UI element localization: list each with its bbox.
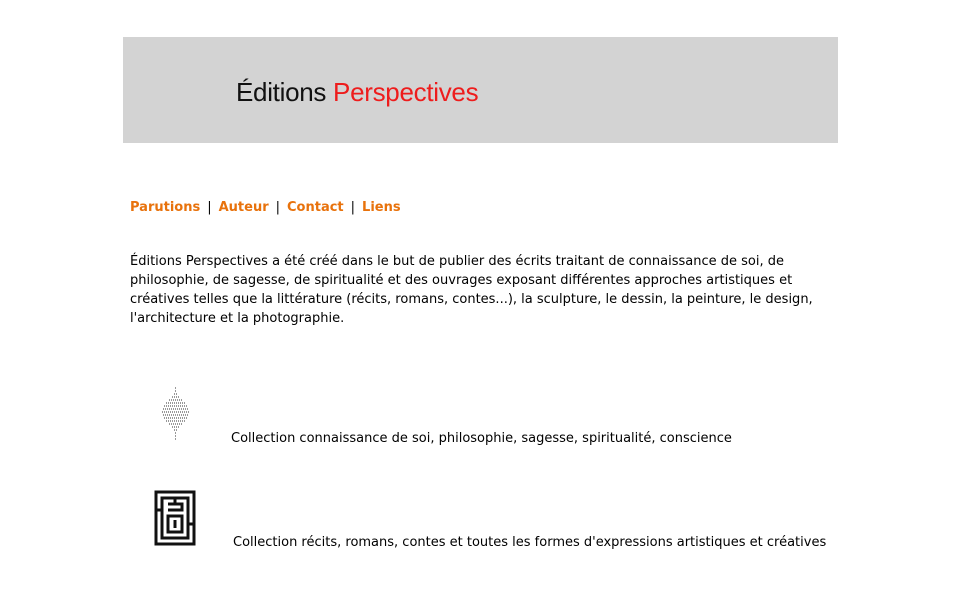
collection-item [130,386,830,448]
intro-text: Éditions Perspectives a été créé dans le but de publier des écrits traitant de connaissance de soi, de philosophie, de sagesse, de spiritualité et des ouvrages exposant différentes approches artistiques et créatives telles que la littérature (récits, romans, contes...), la sculpture, le dessin, la peinture, le design, l'architecture et la photographie. [130,254,813,326]
nav-link-parutions[interactable]: Parutions [130,200,201,215]
nav-link-liens[interactable]: Liens [362,200,401,215]
maze-icon[interactable] [154,490,196,552]
collection-label[interactable]: Collection récits, romans, contes et toutes les formes d'expressions artistiques et créatives [233,535,827,550]
site-title [236,77,478,107]
nav-separator: | [207,200,212,215]
header-banner [123,37,838,143]
nav-separator: | [275,200,281,215]
collection-item [130,490,830,552]
site-title-part1: Éditions [236,77,327,107]
site-title-part2: Perspectives [333,77,479,107]
nav-link-auteur[interactable]: Auteur [218,200,269,215]
calligram-icon[interactable] [158,386,194,448]
main-nav [130,199,401,216]
nav-link-contact[interactable]: Contact [287,200,344,215]
collection-label[interactable]: Collection connaissance de soi, philosophie, sagesse, spiritualité, conscience [231,431,732,446]
nav-separator: | [350,200,356,215]
